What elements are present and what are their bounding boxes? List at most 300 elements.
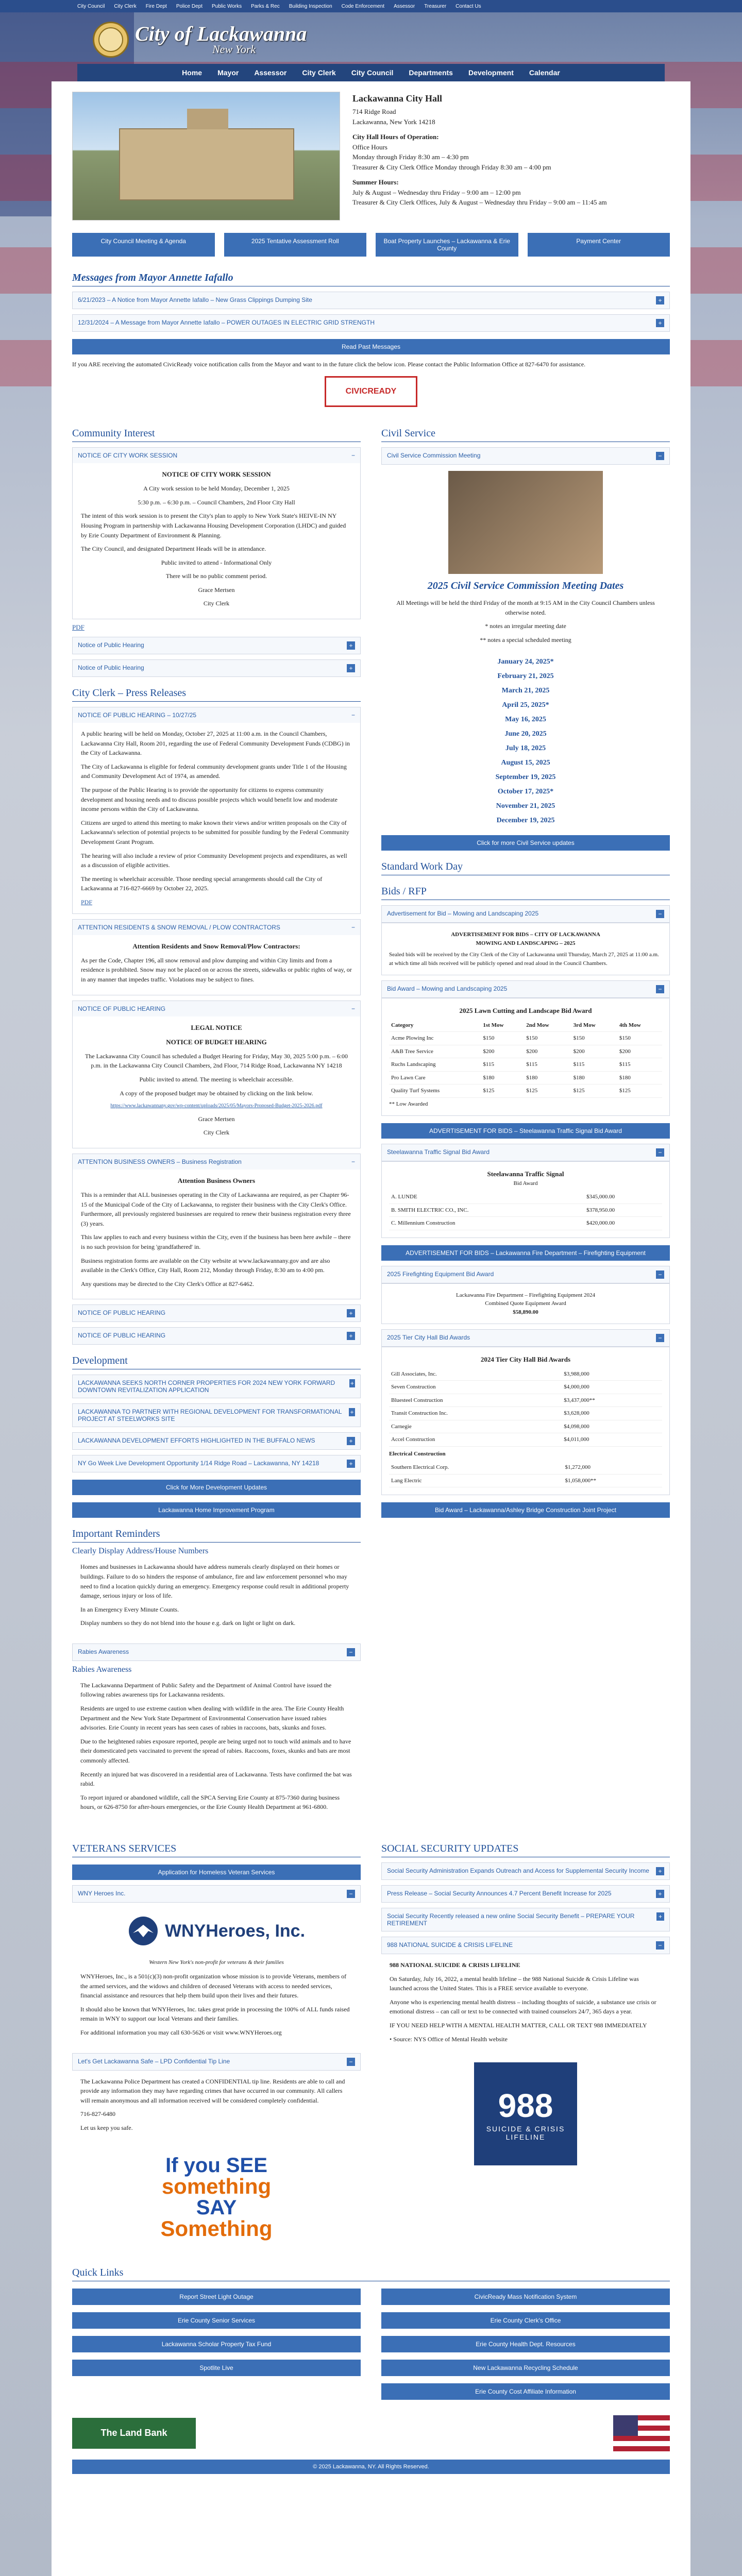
notice-text: Business registration forms are available on the City website at www.lackawannany.gov and are also available in the Clerk's Office, City Hall, Room 212, Monday through Friday, 8:30 am to 4:00 pm.: [81, 1257, 330, 1274]
civil-service-intro: [381, 592, 670, 655]
lifeline-body: [381, 1954, 670, 2054]
quick-link[interactable]: Erie County Senior Services: [72, 2312, 361, 2329]
award-cell: $200: [524, 1045, 571, 1058]
fire-equipment-award: [381, 1283, 670, 1325]
eagle-icon: [128, 1916, 159, 1946]
table-row: [389, 1461, 662, 1474]
fire-subtext: Combined Quote Equipment Award: [485, 1300, 566, 1307]
collapse-icon: −: [347, 1890, 355, 1898]
award-cell: $125: [481, 1084, 524, 1098]
city-seal-logo[interactable]: [93, 22, 129, 58]
rabies-text: To report injured or abandoned wildlife, call the SPCA Serving Erie County at 875-7360 during business hours, or 626-8750 for after-hours emergencies, or the Erie County Health Department at 961-6800.: [80, 1793, 340, 1811]
988-number: 988: [498, 2087, 553, 2125]
bid-doc-subtitle: MOWING AND LANDSCAPING – 2025: [476, 940, 576, 946]
nav-development[interactable]: Development: [468, 69, 514, 77]
city-hall-info: [352, 92, 670, 221]
civil-service-image: [448, 471, 603, 574]
notice-text: The hearing will also include a review of prior Community Development projects and expenditures, as well as a discussion of eligible activities.: [81, 852, 347, 869]
civil-service-updates-button[interactable]: Click for more Civil Service updates: [381, 835, 670, 851]
tier-cell: $3,628,000: [562, 1407, 662, 1420]
topbar-link[interactable]: Code Enforcement: [341, 3, 385, 9]
civicready-logo[interactable]: CIVICREADY: [325, 376, 417, 407]
signal-table: [389, 1191, 662, 1230]
award-cell: $150: [524, 1032, 571, 1045]
fire-equipment-ad-button[interactable]: ADVERTISEMENT FOR BIDS – Lackawanna Fire Department – Firefighting Equipment: [381, 1245, 670, 1261]
topbar-link[interactable]: Public Works: [211, 3, 242, 9]
copyright-bar: © 2025 Lackawanna, NY. All Rights Reserved.: [72, 2460, 670, 2474]
rabies-text: Residents are urged to use extreme caution when dealing with wildlife in the area. The Erie County Health Department and the New York State Department of Environmental Conservation have issued rabies advisories. Erie County in recent years has seen cases of rabies in raccoons, bats, skunks and foxes.: [80, 1705, 344, 1732]
reminders-heading: Important Reminders: [72, 1528, 361, 1543]
civil-service-header[interactable]: [381, 447, 670, 465]
meeting-date: September 19, 2025: [495, 773, 556, 782]
social-security-item[interactable]: [381, 1885, 670, 1903]
office-hours: Monday through Friday 8:30 am – 4:30 pm: [352, 153, 469, 161]
notice-item[interactable]: [72, 659, 361, 677]
notice-item[interactable]: [72, 1327, 361, 1345]
award-note: ** Low Awarded: [389, 1100, 428, 1107]
press-releases-heading: City Clerk – Press Releases: [72, 687, 361, 702]
social-security-heading: SOCIAL SECURITY UPDATES: [381, 1843, 670, 1857]
wny-heroes-logo: [72, 1903, 361, 1959]
award-cell: Ruchs Landscaping: [389, 1058, 481, 1072]
notice-text: The City Council, and designated Department Heads will be in attendance.: [81, 545, 266, 553]
expand-icon: +: [656, 1890, 664, 1898]
summer-hours-title: Summer Hours:: [352, 178, 399, 186]
traffic-signal-award: [381, 1161, 670, 1238]
bid-header-text: 2025 Firefighting Equipment Bid Award: [387, 1270, 494, 1278]
right-column: [381, 428, 670, 1822]
development-item[interactable]: [72, 1375, 361, 1398]
award-cell: $115: [524, 1058, 571, 1072]
nav-assessor[interactable]: Assessor: [254, 69, 287, 77]
quick-link[interactable]: Erie County Health Dept. Resources: [381, 2336, 670, 2352]
rabies-text: Recently an injured bat was discovered in a residential area of Lackawanna. Tests have confirmed the bat was rabid.: [80, 1770, 352, 1788]
award-cell: Pro Lawn Care: [389, 1071, 481, 1084]
award-cell: $200: [481, 1045, 524, 1058]
mayor-message-item[interactable]: [72, 292, 670, 309]
hours-title: City Hall Hours of Operation:: [352, 133, 439, 141]
table-row: [389, 1381, 662, 1394]
quick-link[interactable]: Report Street Light Outage: [72, 2289, 361, 2305]
treasurer-hours: Treasurer & City Clerk Office Monday through Friday 8:30 am – 4:00 pm: [352, 163, 551, 171]
lifeline-text: IF YOU NEED HELP WITH A MENTAL HEALTH MATTER, CALL OR TEXT 988 IMMEDIATELY: [390, 2021, 647, 2029]
social-security-item[interactable]: [381, 1908, 670, 1931]
rabies-header[interactable]: [72, 1643, 361, 1661]
homeless-veterans-button[interactable]: Application for Homeless Veteran Services: [72, 1865, 361, 1880]
civil-service-title: 2025 Civil Service Commission Meeting Dates: [427, 580, 624, 591]
two-column-section: [72, 428, 670, 1822]
notice-text: A public hearing will be held on Monday, October 27, 2025 at 11:00 a.m. in the Council Chambers, Lackawanna City Hall, Room 201, regarding the use of Federal Community Development Funds (CDBG) in the City of Lackawanna.: [81, 730, 350, 757]
civil-service-header-text: Civil Service Commission Meeting: [387, 452, 481, 459]
notice-text: The Lackawanna City Council has scheduled a Budget Hearing for Friday, May 30, 2025 5:00 p.m. – 6:00 p.m. in the Lackawanna City Council Chambers, 2nd Floor, 714 Ridge Road, Lackawanna NY 14218: [85, 1052, 348, 1070]
something-text: something: [161, 2174, 272, 2198]
topbar-link[interactable]: City Council: [77, 3, 105, 9]
notice-text: As per the Code, Chapter 196, all snow removal and plow dumping and within City limits and from a residence is prohibited. Snow may not be placed on or across the streets, sidewalks or public rights of way, or in any manner that impedes traffic. Violations may be subject to fines.: [81, 956, 352, 983]
tier-cell: Accel Construction: [389, 1433, 562, 1447]
quick-link[interactable]: Spotlite Live: [72, 2360, 361, 2376]
see-something-say-something-graphic: [72, 2143, 361, 2251]
social-security-item[interactable]: [381, 1862, 670, 1880]
office-hours-label: Office Hours: [352, 143, 387, 151]
assessment-roll-button[interactable]: 2025 Tentative Assessment Roll: [224, 233, 367, 257]
social-security-column: [381, 1843, 670, 2251]
tip-line-phone: 716-827-6480: [80, 2110, 115, 2118]
expand-icon: +: [349, 1379, 355, 1387]
quick-link[interactable]: New Lackawanna Recycling Schedule: [381, 2360, 670, 2376]
expand-icon: +: [656, 1867, 664, 1875]
topbar-link[interactable]: Police Dept: [176, 3, 203, 9]
notice-item[interactable]: [72, 637, 361, 654]
address-line-1: 714 Ridge Road: [352, 108, 396, 115]
meeting-date: March 21, 2025: [501, 687, 550, 695]
bid-header-text: 2025 Tier City Hall Bid Awards: [387, 1334, 470, 1342]
wny-heroes-header-text: WNY Heroes Inc.: [78, 1890, 126, 1897]
signal-cell: $378,950.00: [584, 1204, 662, 1217]
expand-icon: +: [347, 641, 355, 650]
topbar-link[interactable]: Parks & Rec: [251, 3, 280, 9]
payment-center-button[interactable]: Payment Center: [528, 233, 670, 257]
business-registration-notice: [72, 1154, 361, 1299]
rabies-body: [72, 1674, 361, 1822]
quick-links-heading: Quick Links: [72, 2267, 670, 2281]
award-col-header: Category: [389, 1019, 481, 1032]
award-cell: A&B Tree Service: [389, 1045, 481, 1058]
site-title: [135, 22, 307, 56]
mayor-message-text: 6/21/2023 – A Notice from Mayor Annette Iafallo – New Grass Clippings Dumping Site: [78, 296, 312, 303]
social-security-item-text: Social Security Administration Expands Outreach and Access for Supplemental Security Income: [387, 1867, 649, 1875]
snow-removal-notice: [72, 919, 361, 995]
collapse-icon: −: [351, 923, 355, 931]
tier-cell: $3,437,000**: [562, 1394, 662, 1407]
left-column: [72, 428, 361, 1822]
city-hall-photo: [72, 92, 340, 221]
development-item-text: LACKAWANNA TO PARTNER WITH REGIONAL DEVELOPMENT FOR TRANSFORMATIONAL PROJECT AT STEELWORKS SITE: [78, 1408, 342, 1423]
expand-icon: +: [656, 1912, 664, 1921]
development-item[interactable]: [72, 1432, 361, 1450]
table-row: [389, 1084, 662, 1098]
city-hall-title: Lackawanna City Hall: [352, 93, 443, 104]
tip-line-tagline: Let us keep you safe.: [80, 2124, 133, 2131]
expand-icon: +: [656, 296, 664, 304]
table-row: [389, 1191, 662, 1204]
award-cell: Quality Turf Systems: [389, 1084, 481, 1098]
main-navigation: [77, 64, 665, 81]
tier-cell: $4,098,000: [562, 1420, 662, 1433]
bid-header[interactable]: [381, 905, 670, 923]
meeting-date: August 15, 2025: [501, 759, 550, 767]
award-table: [389, 1019, 662, 1098]
notice-text: There will be no public comment period.: [165, 572, 267, 580]
table-row: [389, 1433, 662, 1447]
notice-header[interactable]: [73, 1154, 360, 1170]
meeting-date: December 19, 2025: [496, 817, 555, 825]
expand-icon: +: [347, 1309, 355, 1317]
table-row: [389, 1217, 662, 1230]
meeting-date: June 20, 2025: [504, 730, 547, 738]
notice-text: Public invited to attend. The meeting is wheelchair accessible.: [139, 1075, 294, 1083]
notice-item-text: Notice of Public Hearing: [78, 664, 144, 672]
expand-icon: +: [656, 319, 664, 327]
notice-header[interactable]: [73, 707, 360, 723]
civil-service-note: * notes an irregular meeting date: [485, 622, 566, 630]
summer-hours-2: Treasurer & City Clerk Offices, July & August – Wednesday thru Friday – 9:00 am – 11:45 am: [352, 198, 607, 206]
page-content: [52, 81, 690, 2576]
notice-item-text: NOTICE OF PUBLIC HEARING: [78, 1309, 166, 1317]
electrical-table: [389, 1461, 662, 1487]
topbar-link[interactable]: Assessor: [394, 3, 415, 9]
signature-title: City Clerk: [203, 1129, 230, 1137]
tier-table: [389, 1368, 662, 1447]
topbar-link[interactable]: Fire Dept: [145, 3, 167, 9]
quick-link[interactable]: Erie County Cost Affiliate Information: [381, 2383, 670, 2400]
notice-header[interactable]: [73, 448, 360, 463]
work-session-notice: [72, 447, 361, 619]
wny-heroes-logo-text: WNYHeroes, Inc.: [164, 1921, 306, 1941]
notice-title: NOTICE OF BUDGET HEARING: [166, 1038, 267, 1046]
notice-body: [73, 723, 360, 913]
expand-icon: +: [349, 1408, 355, 1416]
tier-cell: $3,988,000: [562, 1368, 662, 1381]
award-cell: $150: [617, 1032, 662, 1045]
collapse-icon: −: [347, 2058, 355, 2066]
electrical-title: Electrical Construction: [389, 1450, 446, 1457]
fire-text: Lackawanna Fire Department – Firefighting Equipment 2024: [456, 1292, 596, 1298]
collapse-icon: −: [351, 1005, 355, 1012]
traffic-signal-ad-button[interactable]: ADVERTISEMENT FOR BIDS – Steelawanna Traffic Signal Bid Award: [381, 1123, 670, 1139]
award-cell: $200: [617, 1045, 662, 1058]
award-cell: $115: [571, 1058, 617, 1072]
topbar-link[interactable]: Contact Us: [456, 3, 481, 9]
bid-header[interactable]: [381, 1329, 670, 1347]
wny-tagline: Western New York's non-profit for veterans & their families: [149, 1959, 284, 1966]
veterans-column: [72, 1843, 361, 2251]
award-cell: $180: [617, 1071, 662, 1084]
lifeline-text: • Source: NYS Office of Mental Health website: [390, 2035, 508, 2043]
tip-line-body: [72, 2071, 361, 2143]
fire-amount: $58,890.00: [513, 1309, 538, 1315]
signal-subtitle: Bid Award: [513, 1180, 538, 1187]
development-item-text: LACKAWANNA DEVELOPMENT EFFORTS HIGHLIGHTED IN THE BUFFALO NEWS: [78, 1437, 315, 1445]
social-security-item-text: Social Security Recently released a new online Social Security Benefit – PREPARE YOUR RETIREMENT: [387, 1912, 635, 1927]
award-cell: $150: [571, 1032, 617, 1045]
notice-header-text: NOTICE OF PUBLIC HEARING – 10/27/25: [78, 711, 197, 719]
tier-cell: Carnegie: [389, 1420, 562, 1433]
quick-buttons: [72, 233, 670, 257]
nav-departments[interactable]: Departments: [409, 69, 453, 77]
development-item[interactable]: [72, 1455, 361, 1472]
signal-title: Steelawanna Traffic Signal: [487, 1170, 564, 1178]
topbar-link[interactable]: Treasurer: [424, 3, 447, 9]
988-subtitle: SUICIDE & CRISIS LIFELINE: [486, 2125, 565, 2142]
veterans-social-section: [72, 1843, 670, 2251]
notice-text: The meeting is wheelchair accessible. Those needing special arrangements should call the City of Lackawanna at 716-827-6669 by October 22, 2025.: [81, 875, 323, 892]
expand-icon: +: [347, 1437, 355, 1445]
award-col-header: 1st Mow: [481, 1019, 524, 1032]
table-row: [389, 1204, 662, 1217]
land-bank-logo[interactable]: The Land Bank: [72, 2418, 196, 2449]
meeting-date: April 25, 2025*: [502, 701, 549, 709]
expand-icon: +: [347, 1332, 355, 1340]
collapse-icon: −: [656, 985, 664, 993]
award-cell: $125: [524, 1084, 571, 1098]
bid-header-text: Bid Award – Mowing and Landscaping 2025: [387, 985, 508, 993]
notice-title: Attention Business Owners: [177, 1176, 256, 1184]
topbar-link[interactable]: Building Inspection: [289, 3, 332, 9]
wny-text: It should also be known that WNYHeroes, Inc. takes great pride in processing the 100% of ALL funds raised remain in WNY to support our local Veterans and their families.: [80, 2005, 350, 2023]
site-title-main: City of Lackawanna: [135, 22, 307, 45]
award-cell: $125: [617, 1084, 662, 1098]
tier-cell: Bluesteel Construction: [389, 1394, 562, 1407]
award-cell: Acme Plowing Inc: [389, 1032, 481, 1045]
civil-service-heading: Civil Service: [381, 428, 670, 442]
notice-header-text: NOTICE OF PUBLIC HEARING: [78, 1005, 166, 1012]
bid-document: [381, 923, 670, 975]
tier-cell: $4,011,000: [562, 1433, 662, 1447]
bids-heading: Bids / RFP: [381, 886, 670, 900]
collapse-icon: −: [656, 1148, 664, 1157]
social-security-item-text: Press Release – Social Security Announces 4.7 Percent Benefit Increase for 2025: [387, 1890, 612, 1897]
notice-title: LEGAL NOTICE: [191, 1023, 242, 1031]
development-item[interactable]: [72, 1403, 361, 1427]
table-row: [389, 1045, 662, 1058]
expand-icon: +: [347, 1460, 355, 1468]
civil-service-text: All Meetings will be held the third Friday of the month at 9:15 AM in the City Council Chambers unless otherwise noted.: [396, 599, 655, 616]
wny-heroes-header[interactable]: [72, 1885, 361, 1903]
quick-link[interactable]: Lackawanna Scholar Property Tax Fund: [72, 2336, 361, 2352]
notice-text: A City work session to be held Monday, December 1, 2025: [143, 485, 290, 493]
nav-home[interactable]: Home: [182, 69, 203, 77]
reminder-text: Display numbers so they do not blend into the house e.g. dark on light or light on dark.: [80, 1619, 296, 1627]
hero-section: [72, 92, 670, 221]
elec-cell: $1,272,000: [563, 1461, 663, 1474]
notice-body: [73, 1016, 360, 1148]
meeting-date: January 24, 2025*: [497, 658, 554, 666]
bridge-bid-award-button[interactable]: Bid Award – Lackawanna/Ashley Bridge Construction Joint Project: [381, 1502, 670, 1518]
tier-title: 2024 Tier City Hall Bid Awards: [480, 1355, 571, 1364]
pdf-link[interactable]: PDF: [72, 623, 85, 632]
say-text: SAY: [196, 2196, 237, 2219]
notice-header-text: NOTICE OF CITY WORK SESSION: [78, 452, 178, 459]
tip-line-header[interactable]: [72, 2053, 361, 2071]
wny-body: [72, 1965, 361, 2048]
reminders-body: [72, 1556, 361, 1638]
collapse-icon: −: [656, 1941, 664, 1950]
notice-text: This law applies to each and every business within the City, even if the business has been here awhile – there is no such provision for being 'grandfathered' in.: [81, 1233, 351, 1250]
notice-header[interactable]: [73, 920, 360, 935]
more-development-button[interactable]: Click for More Development Updates: [72, 1480, 361, 1495]
meeting-dates: [381, 655, 670, 828]
bid-header[interactable]: [381, 1144, 670, 1161]
award-cell: $150: [481, 1032, 524, 1045]
mayor-message-text: 12/31/2024 – A Message from Mayor Annette Iafallo – POWER OUTAGES IN ELECTRIC GRID STRENGTH: [78, 319, 375, 326]
mayor-messages-heading: Messages from Mayor Annette Iafallo: [72, 272, 670, 286]
tip-line-header-text: Let's Get Lackawanna Safe – LPD Confidential Tip Line: [78, 2057, 230, 2065]
pdf-link[interactable]: PDF: [81, 898, 93, 906]
quick-link[interactable]: CivicReady Mass Notification System: [381, 2289, 670, 2305]
collapse-icon: −: [656, 910, 664, 918]
footer-logos: [72, 2415, 670, 2451]
bid-header[interactable]: [381, 980, 670, 998]
notice-header-text: ATTENTION BUSINESS OWNERS – Business Registration: [78, 1158, 242, 1165]
notice-header-text: ATTENTION RESIDENTS & SNOW REMOVAL / PLOW CONTRACTORS: [78, 923, 280, 931]
award-cell: $115: [617, 1058, 662, 1072]
notice-title: Attention Residents and Snow Removal/Plow Contractors:: [132, 942, 300, 950]
collapse-icon: −: [656, 1270, 664, 1279]
bid-doc-title: ADVERTISEMENT FOR BIDS – CITY OF LACKAWANNA: [451, 931, 600, 938]
lifeline-title: 988 NATIONAL SUICIDE & CRISIS LIFELINE: [390, 1961, 520, 1969]
lifeline-text: On Saturday, July 16, 2022, a mental health lifeline – the 988 National Suicide & Crisis Lifeline was launched across the United States. This is a FREE service available to everyone.: [390, 1975, 639, 1992]
lifeline-text: Anyone who is experiencing mental health distress – including thoughts of suicide, a substance use crisis or emotional distress – can call or text to be connected with trained counselors 24/7, 365 days a year.: [390, 1998, 656, 2015]
notice-text: The intent of this work session is to present the City's plan to apply to New York State's HEIVE-IN NY Housing Program in partnership with Lackawanna Housing Development Corporation (LHDC) and guided by Erie County Department of Environment & Planning.: [81, 512, 346, 539]
budget-hearing-notice: [72, 1001, 361, 1148]
collapse-icon: −: [347, 1648, 355, 1656]
home-improvement-button[interactable]: Lackawanna Home Improvement Program: [72, 1502, 361, 1518]
topbar-link[interactable]: City Clerk: [114, 3, 137, 9]
signature-title: City Clerk: [203, 600, 230, 607]
budget-link[interactable]: https://www.lackawannany.gov/wp-content/uploads/2025/05/Mayors-Proposed-Budget-2025-2026.pdf: [110, 1103, 323, 1109]
bid-header-text: Advertisement for Bid – Mowing and Landscaping 2025: [387, 910, 539, 918]
bid-header[interactable]: [381, 1266, 670, 1283]
notice-text: Any questions may be directed to the City Clerk's Office at 827-6462.: [81, 1280, 254, 1287]
collapse-icon: −: [351, 1158, 355, 1165]
signature: Grace Mertsen: [198, 1115, 235, 1123]
bid-header-text: Steelawanna Traffic Signal Bid Award: [387, 1148, 490, 1156]
award-cell: $125: [571, 1084, 617, 1098]
tier-cell: Gill Associates, Inc.: [389, 1368, 562, 1381]
award-col-header: 3rd Mow: [571, 1019, 617, 1032]
council-agenda-button[interactable]: City Council Meeting & Agenda: [72, 233, 215, 257]
rabies-header-text: Rabies Awareness: [78, 1648, 129, 1655]
boat-launch-button[interactable]: Boat Property Launches – Lackawanna & Erie County: [376, 233, 518, 257]
signal-cell: B. SMITH ELECTRIC CO., INC.: [389, 1204, 584, 1217]
quick-link[interactable]: Erie County Clerk's Office: [381, 2312, 670, 2329]
award-cell: $180: [524, 1071, 571, 1084]
collapse-icon: −: [656, 452, 664, 460]
elec-cell: Southern Electrical Corp.: [389, 1461, 563, 1474]
tier-award: [381, 1347, 670, 1495]
nav-calendar[interactable]: Calendar: [529, 69, 560, 77]
lifeline-header[interactable]: [381, 1937, 670, 1954]
rabies-text: The Lackawanna Department of Public Safety and the Department of Animal Control have issued the following rabies awareness tips for Lackawanna residents.: [80, 1681, 332, 1699]
award-col-header: 4th Mow: [617, 1019, 662, 1032]
award-col-header: 2nd Mow: [524, 1019, 571, 1032]
summer-hours-1: July & August – Wednesday thru Friday – 9:00 am – 12:00 pm: [352, 188, 521, 196]
table-row: [389, 1032, 662, 1045]
bid-doc-text: Sealed bids will be received by the City Clerk of the City of Lackawanna until Thursday, March 27, 2025 at 11:00 a.m. at which time all bids received will be publicly opened and read aloud in the Council Chambers.: [389, 952, 659, 967]
table-row: [389, 1368, 662, 1381]
rabies-text: Due to the heightened rabies exposure reported, people are being urged not to touch wild animals and to have their domesticated pets vaccinated to prevent the spread of rabies. Raccoons, foxes, skunks and bats are most commonly affected.: [80, 1737, 351, 1765]
read-past-messages-button[interactable]: Read Past Messages: [72, 339, 670, 354]
nav-city-clerk[interactable]: City Clerk: [302, 69, 336, 77]
mayor-message-item[interactable]: [72, 314, 670, 332]
see-text: If you SEE: [165, 2154, 267, 2177]
collapse-icon: −: [656, 1334, 664, 1342]
award-cell: $180: [571, 1071, 617, 1084]
nav-city-council[interactable]: City Council: [351, 69, 394, 77]
top-utility-bar: [0, 0, 742, 12]
notice-header[interactable]: [73, 1001, 360, 1016]
nav-mayor[interactable]: Mayor: [217, 69, 239, 77]
table-row: [389, 1420, 662, 1433]
elec-cell: Lang Electric: [389, 1474, 563, 1487]
address-line-2: Lackawanna, New York 14218: [352, 117, 435, 126]
notice-item-text: Notice of Public Hearing: [78, 641, 144, 649]
notice-item[interactable]: [72, 1304, 361, 1322]
wny-text: For additional information you may call 630-5626 or visit www.WNYHeroes.org: [80, 2028, 282, 2036]
press-release: [72, 707, 361, 914]
american-flag-icon: [613, 2415, 670, 2451]
signal-cell: $345,000.00: [584, 1191, 662, 1204]
